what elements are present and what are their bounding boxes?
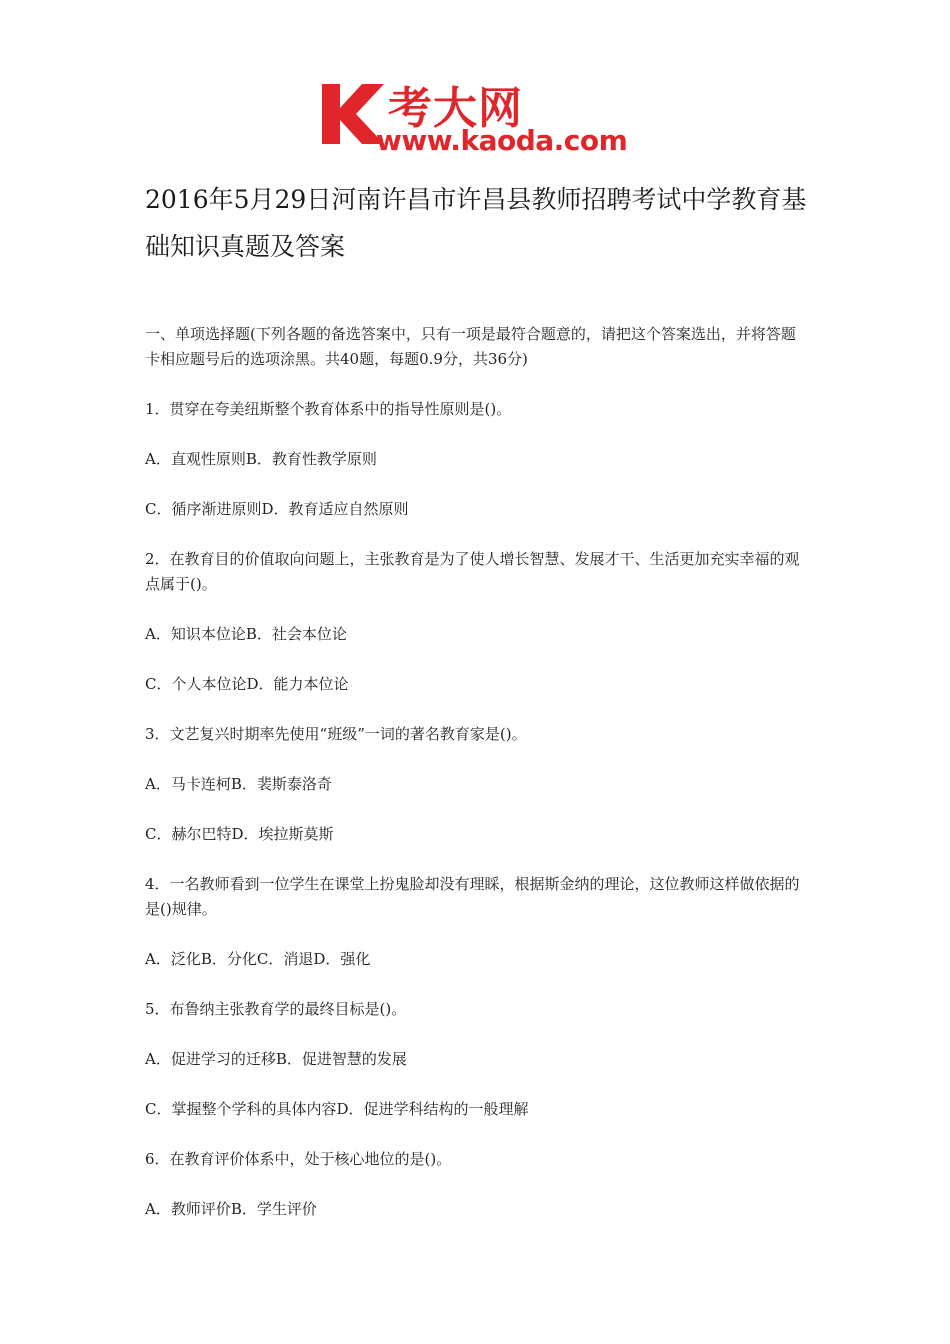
kaoda-logo xyxy=(318,78,638,158)
question: 5．布鲁纳主张教育学的最终目标是()。 xyxy=(145,1000,407,1018)
question: 4．一名教师看到一位学生在课堂上扮鬼脸却没有理睬，根据斯金纳的理论，这位教师这样做依据的是()规律。 xyxy=(145,875,800,918)
logo-url: www.kaoda.com xyxy=(376,124,628,157)
options: C．个人本位论D．能力本位论 xyxy=(145,675,349,693)
options: A．教师评价B．学生评价 xyxy=(145,1200,317,1218)
question: 1．贯穿在夸美纽斯整个教育体系中的指导性原则是()。 xyxy=(145,400,512,418)
section-heading: 一、单项选择题(下列各题的备选答案中，只有一项是最符合题意的，请把这个答案选出，并将答题卡相应题号后的选项涂黑。共40题，每题0.9分，共36分) xyxy=(145,325,796,368)
options: C．循序渐进原则D．教育适应自然原则 xyxy=(145,500,409,518)
options: A．泛化B．分化C．消退D．强化 xyxy=(145,950,371,968)
question: 3．文艺复兴时期率先使用“班级”一词的著名教育家是()。 xyxy=(145,725,527,743)
options: A．马卡连柯B．裴斯泰洛奇 xyxy=(145,775,332,793)
document-title: 2016年5月29日河南许昌市许昌县教师招聘考试中学教育基础知识真题及答案 xyxy=(145,185,807,261)
options: A．知识本位论B．社会本位论 xyxy=(145,625,347,643)
options: C．赫尔巴特D．埃拉斯莫斯 xyxy=(145,825,334,843)
logo-name: 考大网 xyxy=(388,83,523,134)
document-body xyxy=(145,322,810,1222)
options: A．直观性原则B．教育性教学原则 xyxy=(145,450,377,468)
question: 2．在教育目的价值取向问题上，主张教育是为了使人增长智慧、发展才干、生活更加充实幸福的观点属于()。 xyxy=(145,550,800,593)
options: C．掌握整个学科的具体内容D．促进学科结构的一般理解 xyxy=(145,1100,529,1118)
options: A．促进学习的迁移B．促进智慧的发展 xyxy=(145,1050,407,1068)
question: 6．在教育评价体系中，处于核心地位的是()。 xyxy=(145,1150,452,1168)
